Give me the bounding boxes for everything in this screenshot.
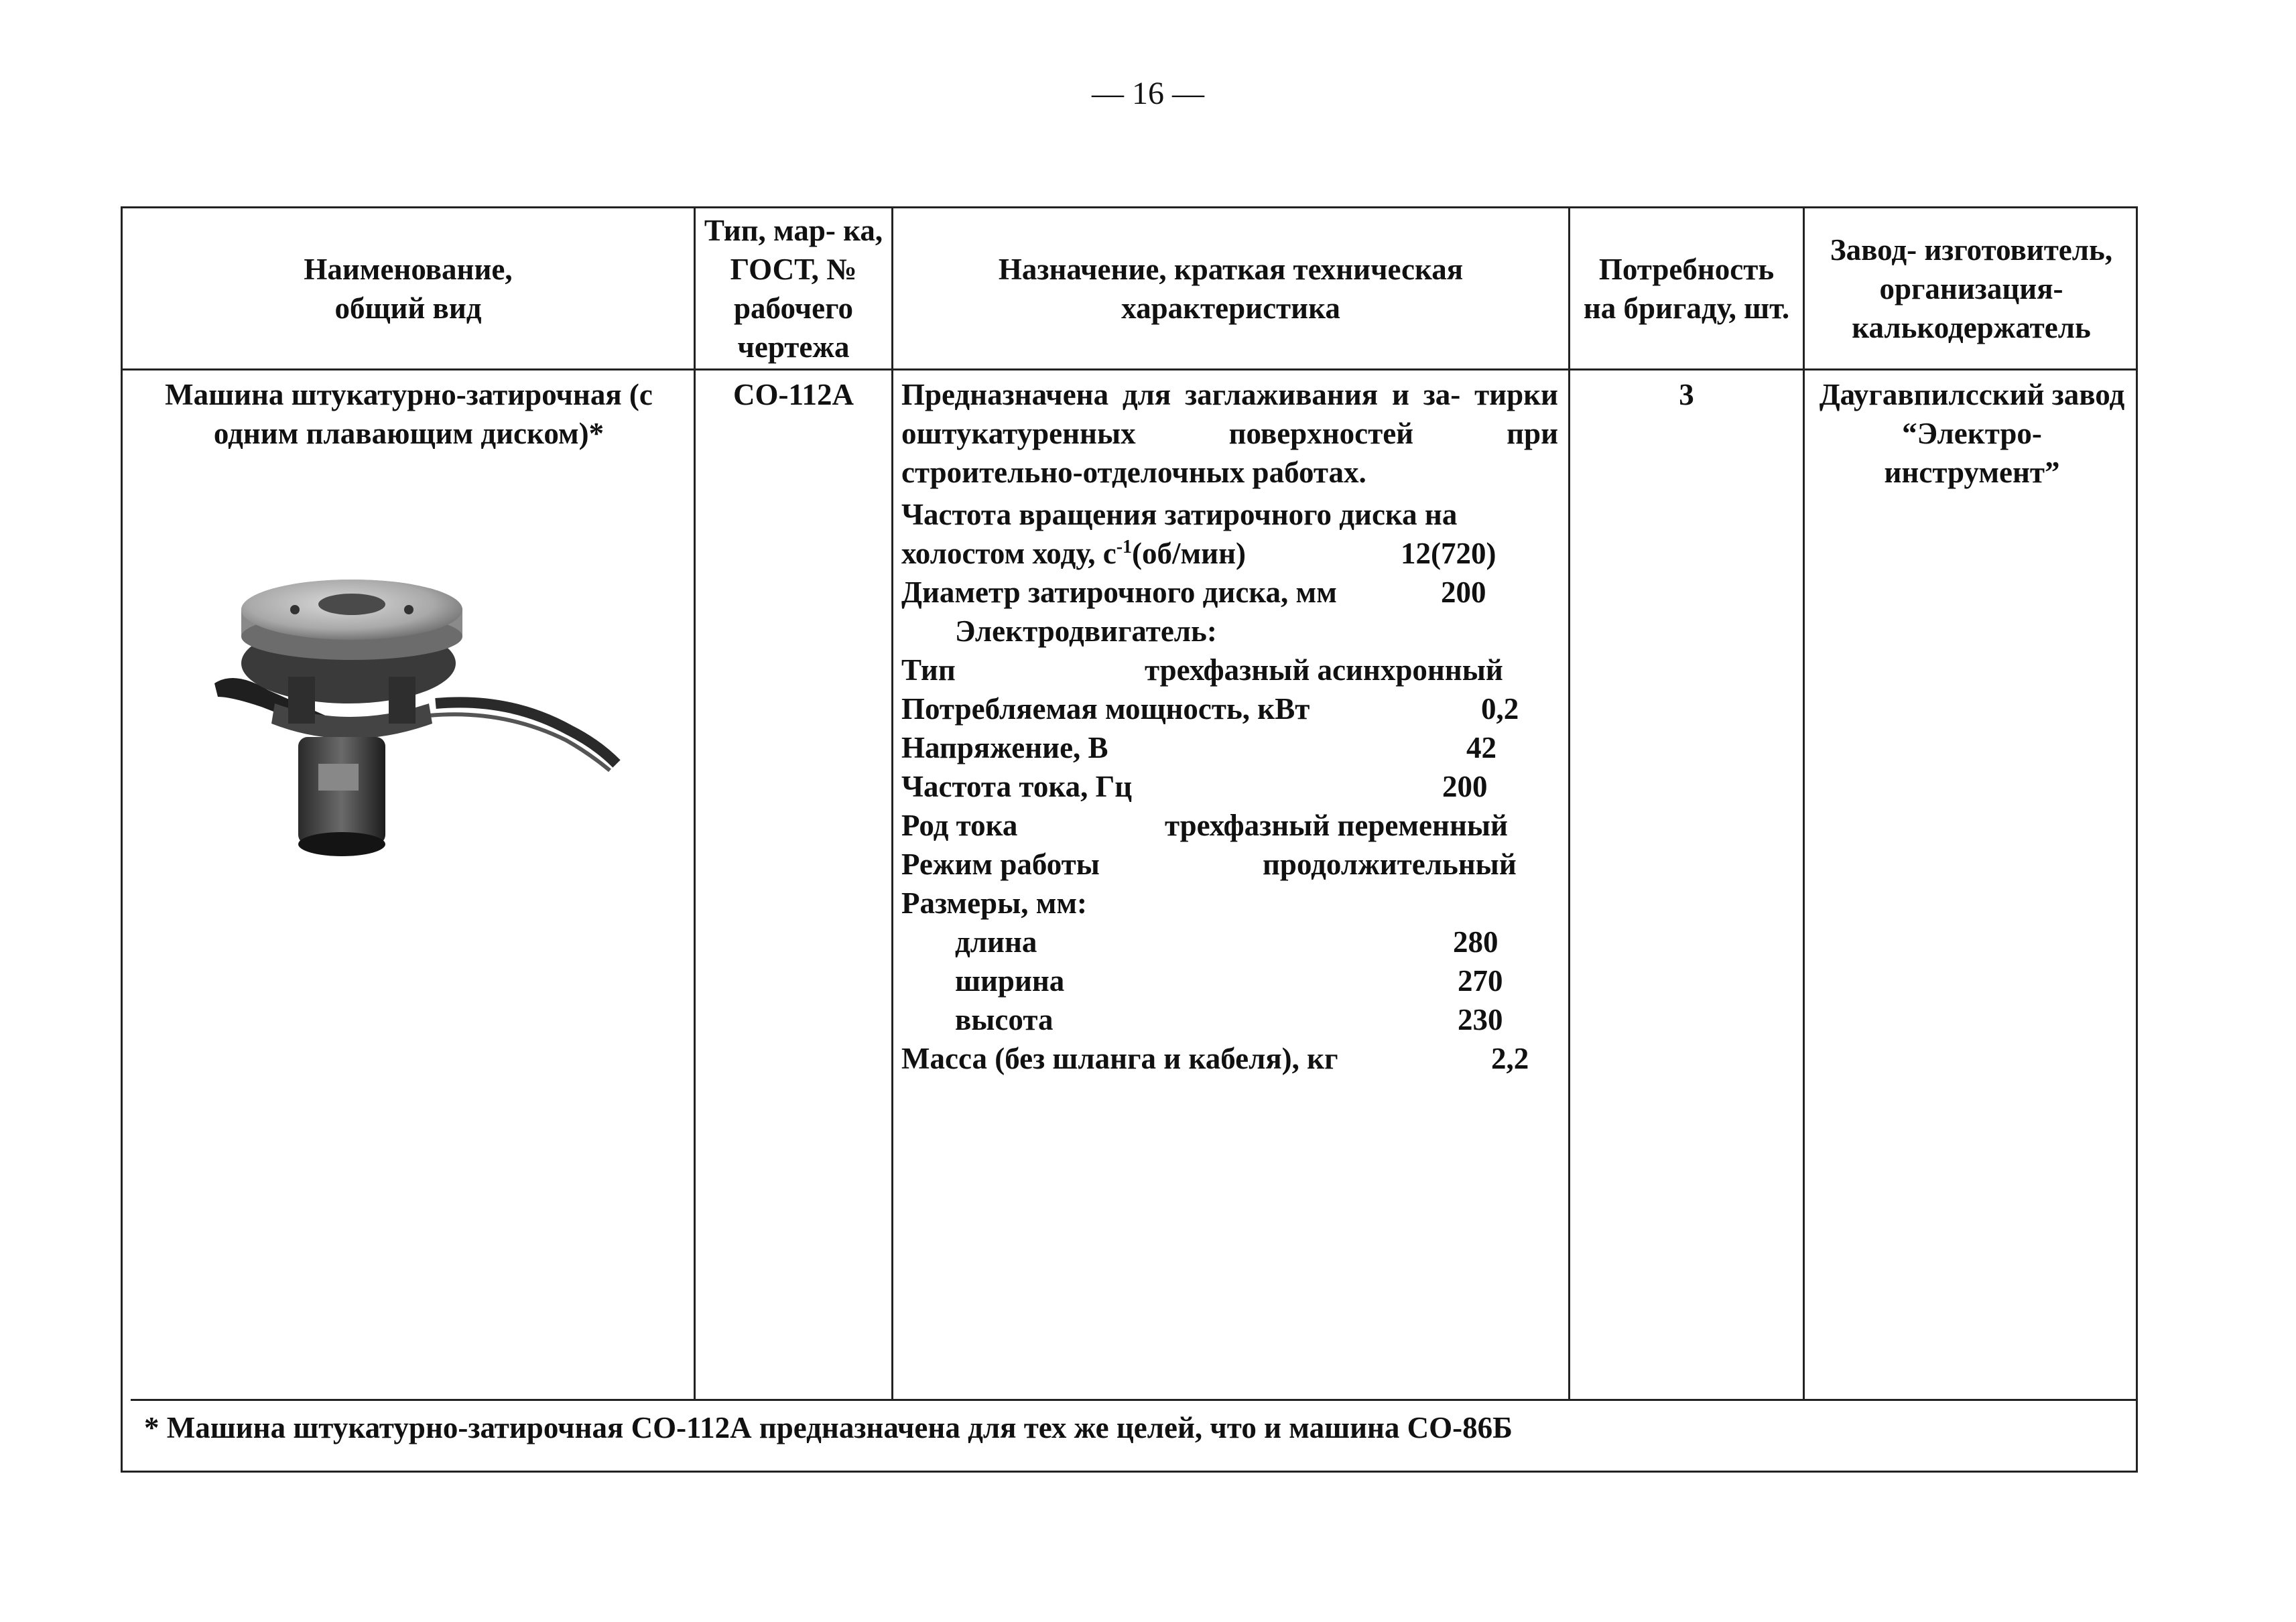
header-maker [1805, 208, 2138, 368]
header-divider [121, 368, 2138, 370]
spec-dims-label: Размеры, мм: [901, 886, 1088, 920]
spec-freq-label-2 [901, 536, 1246, 571]
spec-mode-value: продолжительный [1263, 848, 1517, 881]
spec-freq-label-2b: (об/мин) [1132, 537, 1247, 570]
item-purpose: Предназначена для заглаживания и за- тирки оштукатуренных поверхностей при строительно-отделочных работах. [901, 378, 1558, 489]
header-purpose-text: Назначение, краткая техническая характеристика [998, 252, 1464, 325]
spec-type-value: трехфазный асинхронный [1145, 653, 1503, 687]
spec-voltage-label: Напряжение, В [901, 731, 1108, 764]
item-name: Машина штукатурно-затирочная (с одним плавающим диском)* [165, 378, 653, 450]
spec-current-freq-label: Частота тока, Гц [901, 770, 1133, 803]
table-footnote: * Машина штукатурно-затирочная СО-112А предназначена для тех же целей, что и машина СО-86Б [144, 1411, 1513, 1444]
item-type: СО-112А [733, 378, 854, 411]
header-type [696, 208, 891, 368]
spec-height-label: высота [955, 1003, 1054, 1036]
page-number: — 16 — [1092, 76, 1204, 111]
header-maker-text: Завод- изготовитель, организация- калькодержатель [1830, 232, 2113, 344]
spec-length-label: длина [955, 925, 1037, 959]
spec-freq-label-2a: холостом ходу, с [901, 537, 1117, 570]
header-name-text: Наименование, общий вид [304, 252, 513, 325]
spec-freq-label-1: Частота вращения затирочного диска на [901, 498, 1458, 531]
spec-width-value: 270 [1458, 964, 1503, 998]
spec-freq-sup: -1 [1116, 537, 1133, 557]
spec-current-kind-value: трехфазный переменный [1165, 809, 1508, 842]
header-type-text: Тип, мар- ка, ГОСТ, № рабочего чертежа [704, 213, 883, 364]
footnote-divider [131, 1399, 2138, 1401]
spec-width-label: ширина [955, 964, 1065, 998]
spec-diameter-value: 200 [1441, 576, 1486, 609]
spec-power-value: 0,2 [1481, 692, 1519, 726]
spec-mass-value: 2,2 [1491, 1042, 1529, 1075]
spec-motor-heading: Электродвигатель: [955, 614, 1217, 648]
spec-type-label: Тип [901, 653, 956, 687]
trowel-machine-image [194, 563, 637, 871]
header-need-text: Потребность на бригаду, шт. [1583, 252, 1790, 325]
spec-power-label: Потребляемая мощность, кВт [901, 692, 1310, 726]
header-name [123, 208, 694, 368]
header-purpose [893, 208, 1568, 368]
header-need [1570, 208, 1803, 368]
spec-length-value: 280 [1453, 925, 1498, 959]
col-divider [1803, 206, 1805, 1400]
col-divider [891, 206, 893, 1400]
item-need: 3 [1679, 378, 1694, 411]
spec-mass-label: Масса (без шланга и кабеля), кг [901, 1042, 1338, 1075]
spec-current-kind-label: Род тока [901, 809, 1018, 842]
spec-freq-value: 12(720) [1401, 537, 1496, 570]
spec-height-value: 230 [1458, 1003, 1503, 1036]
item-maker: Даугавпилсский завод “Электро- инструмент” [1819, 378, 2125, 489]
spec-diameter-label: Диаметр затирочного диска, мм [901, 576, 1337, 609]
spec-current-freq-value: 200 [1442, 770, 1488, 803]
spec-voltage-value: 42 [1466, 731, 1496, 764]
spec-mode-label: Режим работы [901, 848, 1100, 881]
